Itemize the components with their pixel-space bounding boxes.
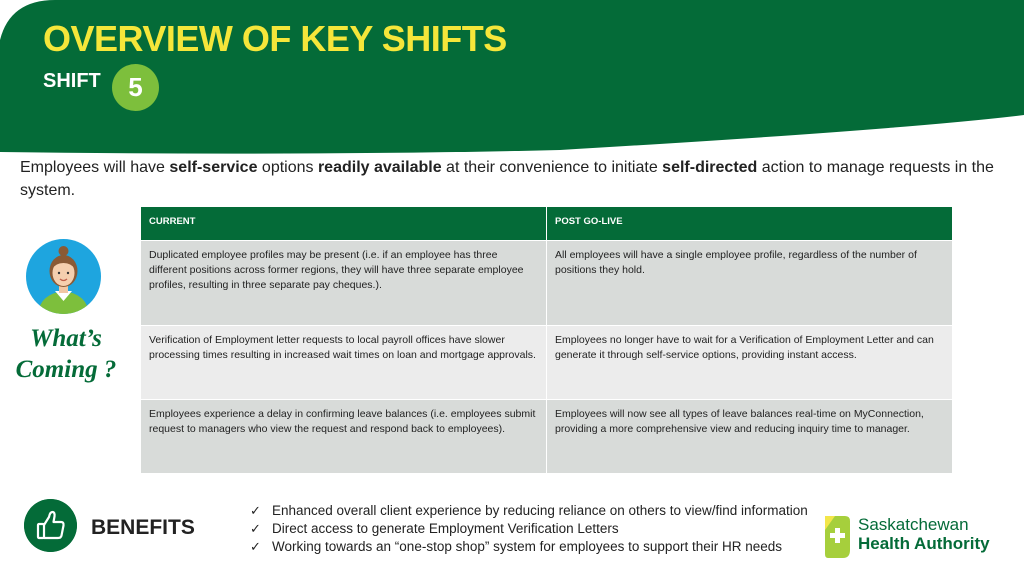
table-row [141,325,952,399]
table-cell-post-go-live: Employees no longer have to wait for a Verification of Employment Letter and can generate it through self-service options, providing instant access. [547,326,952,399]
table-header-row [141,207,952,240]
checkmark-icon: ✓ [250,503,261,518]
logo-wordmark: Saskatchewan Health Authority [858,515,990,553]
header-post-go-live: POST GO-LIVE [547,207,952,240]
list-item: ✓ Working towards an “one-stop shop” system for employees to support their HR needs [250,539,782,554]
employee-avatar-icon [26,239,101,314]
table-cell-current: Verification of Employment letter requests to local payroll offices have slower processing times resulting in increased wait times on loan and mortgage approvals. [141,326,546,399]
table-cell-current: Duplicated employee profiles may be present (i.e. if an employee has three different positions across former regions, they will have three separate employee profiles, resulting in three separate pay cheques.). [141,241,546,325]
health-cross-icon [823,514,852,560]
intro-paragraph: Employees will have self-service options readily available at their convenience to initiate self-directed action to manage requests in the system. [20,159,994,199]
whats-coming-heading: What’s Coming ? [15,325,117,383]
checkmark-icon: ✓ [250,539,261,554]
header-current: CURRENT [141,207,546,240]
saskatchewan-health-authority-logo [820,512,1020,562]
shift-label: SHIFT [43,70,101,92]
list-item: ✓ Enhanced overall client experience by reducing reliance on others to view/find information [250,503,808,518]
list-item: ✓ Direct access to generate Employment Verification Letters [250,521,619,536]
table-cell-post-go-live: All employees will have a single employee profile, regardless of the number of positions they hold. [547,241,952,325]
table-row [141,240,952,325]
benefits-heading: BENEFITS [91,516,195,539]
shift-number-badge: 5 [112,64,159,111]
thumbs-up-icon [24,499,77,552]
checkmark-icon: ✓ [250,521,261,536]
table-row [141,399,952,473]
table-cell-post-go-live: Employees will now see all types of leave balances real-time on MyConnection, providing a more comprehensive view and reducing inquiry time to manager. [547,400,952,473]
page-title: OVERVIEW OF KEY SHIFTS [43,18,507,59]
shift-comparison-table [141,207,952,473]
table-cell-current: Employees experience a delay in confirming leave balances (i.e. employees submit request to managers who view the request and respond back to employees). [141,400,546,473]
benefits-list [250,502,808,556]
